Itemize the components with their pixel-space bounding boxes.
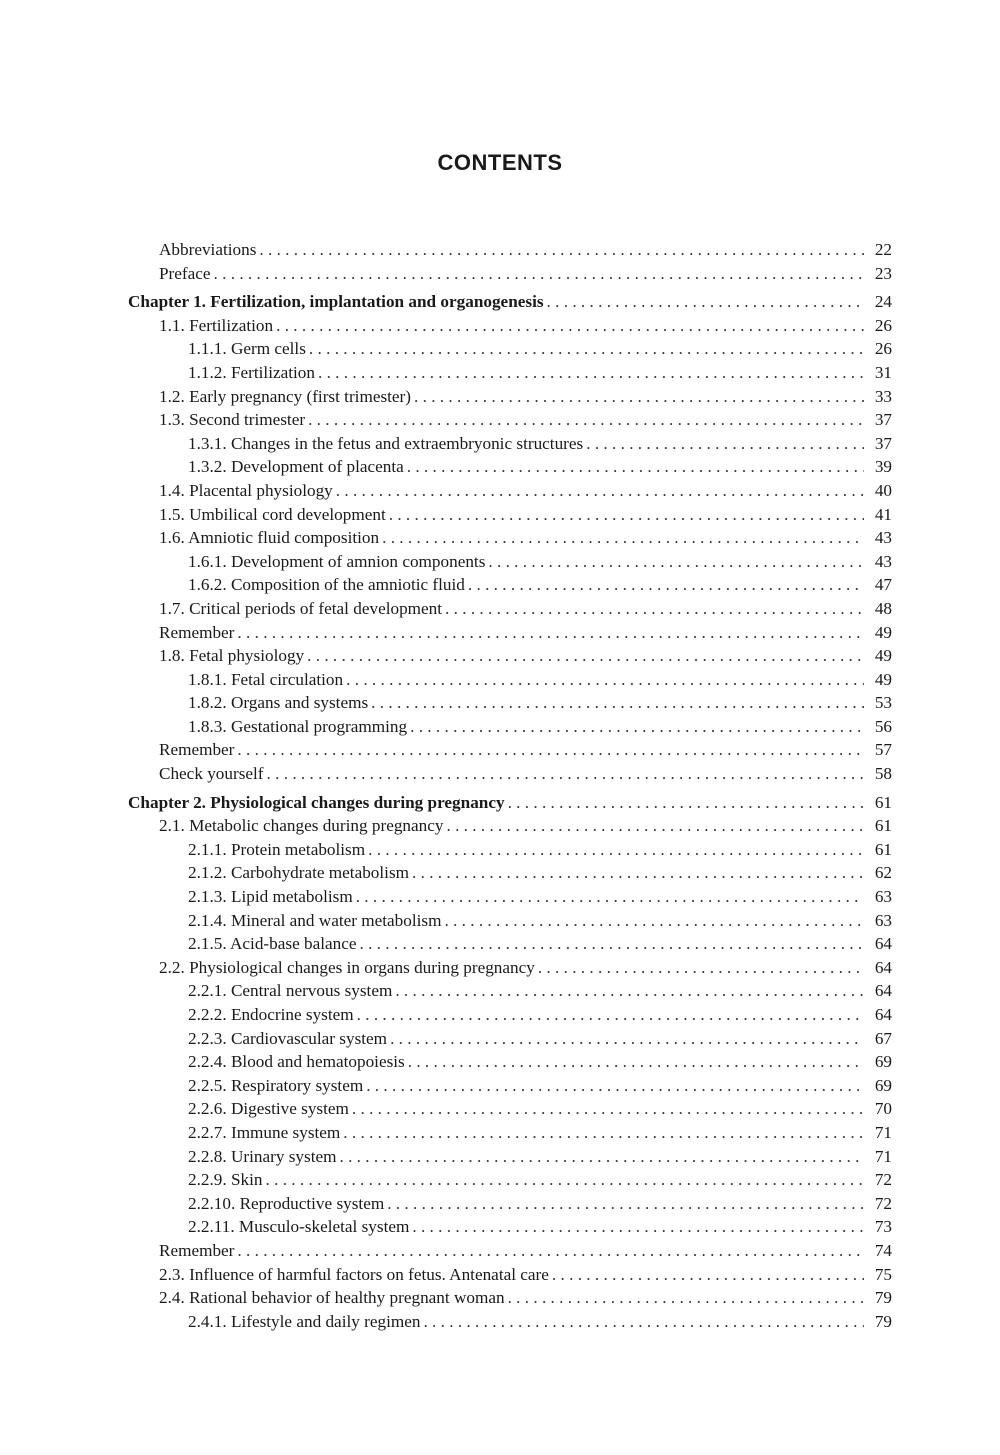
toc-entry-label: 2.1.3. Lipid metabolism	[188, 885, 356, 909]
toc-entry[interactable]	[128, 526, 892, 550]
toc-page-number: 63	[874, 910, 892, 930]
toc-entry-label: Chapter 2. Physiological changes during pregnancy	[128, 791, 508, 815]
toc-page-number: 48	[874, 598, 892, 618]
toc-page-number: 61	[874, 839, 892, 859]
toc-dot-leader	[357, 1003, 864, 1027]
toc-entry-label: 1.6.2. Composition of the amniotic fluid	[188, 573, 468, 597]
toc-page-number: 69	[874, 1075, 892, 1095]
toc-entry[interactable]	[128, 238, 892, 262]
toc-dot-leader	[586, 432, 864, 456]
toc-dot-leader	[214, 262, 864, 286]
toc-entry-label: 2.2.7. Immune system	[188, 1121, 343, 1145]
toc-dot-leader	[390, 1027, 864, 1051]
toc-entry[interactable]	[128, 738, 892, 762]
toc-dot-leader	[395, 979, 864, 1003]
toc-entry-label: 2.1.5. Acid-base balance	[188, 932, 359, 956]
toc-page-number: 74	[874, 1240, 892, 1260]
toc-entry[interactable]	[128, 932, 892, 956]
toc-entry[interactable]	[128, 1168, 892, 1192]
toc-entry[interactable]	[128, 597, 892, 621]
toc-dot-leader	[412, 861, 864, 885]
toc-entry[interactable]	[128, 1215, 892, 1239]
toc-page-number: 24	[874, 292, 892, 312]
toc-page-number: 72	[874, 1170, 892, 1190]
toc-entry[interactable]	[128, 503, 892, 527]
toc-page-number: 26	[874, 339, 892, 359]
toc-page-number: 40	[874, 480, 892, 500]
toc-entry[interactable]	[128, 1074, 892, 1098]
toc-entry[interactable]	[128, 1192, 892, 1216]
toc-dot-leader	[412, 1215, 864, 1239]
toc-page-number: 72	[874, 1193, 892, 1213]
toc-page-number: 22	[874, 240, 892, 259]
toc-entry-label: Preface	[159, 262, 214, 286]
toc-entry-label: 1.5. Umbilical cord development	[159, 503, 389, 527]
toc-dot-leader	[444, 909, 864, 933]
toc-entry-label: 2.1. Metabolic changes during pregnancy	[159, 814, 446, 838]
toc-page-number: 26	[874, 315, 892, 335]
toc-entry-label: Remember	[159, 621, 237, 645]
toc-dot-leader	[343, 1121, 864, 1145]
toc-page-number: 64	[874, 934, 892, 954]
toc-page-number: 49	[874, 646, 892, 666]
toc-dot-leader	[352, 1097, 864, 1121]
toc-page-number: 23	[874, 263, 892, 283]
toc-dot-leader	[237, 621, 864, 645]
toc-dot-leader	[336, 479, 864, 503]
toc-dot-leader	[237, 738, 864, 762]
toc-dot-leader	[359, 932, 864, 956]
toc-entry[interactable]	[128, 621, 892, 645]
toc-entry-label: 2.2.4. Blood and hematopoiesis	[188, 1050, 408, 1074]
toc-page-number: 56	[874, 716, 892, 736]
toc-page-number: 64	[874, 981, 892, 1001]
toc-chapter-entry[interactable]	[128, 791, 892, 815]
toc-entry-label: 1.2. Early pregnancy (first trimester)	[159, 385, 414, 409]
toc-entry[interactable]	[128, 1145, 892, 1169]
toc-entry[interactable]	[128, 573, 892, 597]
toc-entry-label: 2.1.4. Mineral and water metabolism	[188, 909, 444, 933]
toc-entry-label: 2.2. Physiological changes in organs during pregnancy	[159, 956, 538, 980]
toc-entry-label: 2.2.8. Urinary system	[188, 1145, 339, 1169]
toc-dot-leader	[266, 1168, 865, 1192]
toc-entry[interactable]	[128, 861, 892, 885]
toc-page-number: 61	[874, 816, 892, 836]
toc-dot-leader	[371, 691, 864, 715]
toc-dot-leader	[382, 526, 864, 550]
toc-dot-leader	[389, 503, 864, 527]
toc-entry-label: 2.2.11. Musculo-skeletal system	[188, 1215, 412, 1239]
toc-page-number: 75	[874, 1264, 892, 1284]
toc-entry[interactable]	[128, 314, 892, 338]
toc-page-number: 71	[874, 1146, 892, 1166]
toc-chapter-entry[interactable]	[128, 290, 892, 314]
toc-entry-label: 1.8.1. Fetal circulation	[188, 668, 346, 692]
toc-entry-label: 1.3. Second trimester	[159, 408, 308, 432]
toc-page-number: 71	[874, 1122, 892, 1142]
toc-page-number: 70	[874, 1099, 892, 1119]
toc-entry-label: Remember	[159, 1239, 237, 1263]
toc-entry-label: 2.1.1. Protein metabolism	[188, 838, 368, 862]
toc-dot-leader	[339, 1145, 864, 1169]
toc-dot-leader	[366, 1074, 864, 1098]
toc-dot-leader	[445, 597, 864, 621]
toc-page-number: 58	[874, 764, 892, 784]
toc-page-number: 57	[874, 740, 892, 760]
toc-entry[interactable]	[128, 337, 892, 361]
toc-entry[interactable]	[128, 385, 892, 409]
toc-page-number: 61	[874, 792, 892, 812]
toc-entry[interactable]	[128, 455, 892, 479]
toc-page-number: 43	[874, 528, 892, 548]
toc-entry-label: 1.1.1. Germ cells	[188, 337, 309, 361]
toc-entry[interactable]	[128, 644, 892, 668]
toc-entry-label: Remember	[159, 738, 237, 762]
toc-dot-leader	[368, 838, 864, 862]
toc-entry[interactable]	[128, 1027, 892, 1051]
toc-entry-label: Chapter 1. Fertilization, implantation and organogenesis	[128, 290, 547, 314]
toc-dot-leader	[237, 1239, 864, 1263]
toc-entry[interactable]	[128, 715, 892, 739]
toc-dot-leader	[552, 1263, 864, 1287]
toc-dot-leader	[508, 791, 864, 815]
toc-page-number: 49	[874, 622, 892, 642]
toc-dot-leader	[547, 290, 864, 314]
toc-entry-label: Check yourself	[159, 762, 267, 786]
toc-entry-label: 1.3.2. Development of placenta	[188, 455, 407, 479]
toc-dot-leader	[309, 337, 864, 361]
toc-page-number: 67	[874, 1028, 892, 1048]
toc-entry-label: 1.8. Fetal physiology	[159, 644, 307, 668]
toc-entry-label: 1.3.1. Changes in the fetus and extraembryonic structures	[188, 432, 586, 456]
toc-entry[interactable]	[128, 1097, 892, 1121]
toc-entry[interactable]	[128, 691, 892, 715]
toc-entry[interactable]	[128, 956, 892, 980]
toc-entry-label: 1.8.2. Organs and systems	[188, 691, 371, 715]
toc-entry[interactable]	[128, 1121, 892, 1145]
toc-entry[interactable]	[128, 668, 892, 692]
toc-dot-leader	[259, 238, 864, 262]
toc-dot-leader	[408, 1050, 864, 1074]
toc-entry[interactable]	[128, 979, 892, 1003]
toc-page-number: 79	[874, 1311, 892, 1331]
toc-entry[interactable]	[128, 408, 892, 432]
toc-entry-label: 2.2.10. Reproductive system	[188, 1192, 387, 1216]
toc-entry-label: 2.4.1. Lifestyle and daily regimen	[188, 1310, 423, 1334]
toc-page-number: 49	[874, 669, 892, 689]
toc-entry[interactable]	[128, 1263, 892, 1287]
toc-page-number: 37	[874, 433, 892, 453]
toc-entry[interactable]	[128, 432, 892, 456]
toc-entry[interactable]	[128, 1239, 892, 1263]
toc-dot-leader	[508, 1286, 864, 1310]
toc-entry-label: 1.4. Placental physiology	[159, 479, 336, 503]
toc-dot-leader	[423, 1310, 864, 1334]
toc-entry-label: 2.2.1. Central nervous system	[188, 979, 395, 1003]
toc-entry-label: 1.8.3. Gestational programming	[188, 715, 410, 739]
toc-page-number: 79	[874, 1288, 892, 1308]
toc-dot-leader	[468, 573, 864, 597]
toc-entry-label: 2.2.6. Digestive system	[188, 1097, 352, 1121]
toc-dot-leader	[407, 455, 864, 479]
toc-entry-label: 2.2.9. Skin	[188, 1168, 266, 1192]
toc-page-number: 64	[874, 1005, 892, 1024]
toc-page-number: 41	[874, 504, 892, 524]
toc-dot-leader	[356, 885, 864, 909]
toc-page-number: 63	[874, 887, 892, 907]
toc-page-number: 33	[874, 386, 892, 406]
toc-page-number: 64	[874, 957, 892, 977]
toc-page-number: 73	[874, 1217, 892, 1237]
toc-entry-label: 2.2.3. Cardiovascular system	[188, 1027, 390, 1051]
toc-page-number: 53	[874, 693, 892, 713]
toc-entry[interactable]	[128, 885, 892, 909]
toc-entry-label: 1.6.1. Development of amnion components	[188, 550, 488, 574]
toc-dot-leader	[318, 361, 864, 385]
toc-entry[interactable]	[128, 479, 892, 503]
toc-entry-label: 2.3. Influence of harmful factors on fetus. Antenatal care	[159, 1263, 552, 1287]
toc-entry[interactable]	[128, 262, 892, 286]
table-of-contents	[128, 238, 892, 1333]
toc-dot-leader	[276, 314, 864, 338]
toc-dot-leader	[446, 814, 864, 838]
toc-dot-leader	[538, 956, 864, 980]
toc-entry-label: 2.1.2. Carbohydrate metabolism	[188, 861, 412, 885]
toc-page-number: 37	[874, 410, 892, 430]
toc-entry-label: 2.2.5. Respiratory system	[188, 1074, 366, 1098]
toc-entry-label: 2.4. Rational behavior of healthy pregnant woman	[159, 1286, 508, 1310]
toc-dot-leader	[387, 1192, 864, 1216]
toc-entry-label: 1.1.2. Fertilization	[188, 361, 318, 385]
toc-entry[interactable]	[128, 550, 892, 574]
toc-page-number: 69	[874, 1052, 892, 1072]
toc-page-number: 31	[874, 362, 892, 382]
toc-entry[interactable]	[128, 838, 892, 862]
toc-dot-leader	[346, 668, 864, 692]
toc-entry-label: 1.7. Critical periods of fetal development	[159, 597, 445, 621]
toc-entry-label: 1.6. Amniotic fluid composition	[159, 526, 382, 550]
toc-dot-leader	[307, 644, 864, 668]
toc-entry-label: 2.2.2. Endocrine system	[188, 1003, 357, 1027]
toc-page-number: 47	[874, 575, 892, 595]
toc-entry[interactable]	[128, 361, 892, 385]
toc-dot-leader	[410, 715, 864, 739]
page-title: CONTENTS	[437, 150, 563, 175]
toc-dot-leader	[308, 408, 864, 432]
toc-page-number: 43	[874, 551, 892, 571]
toc-entry[interactable]	[128, 1003, 892, 1027]
toc-entry[interactable]	[128, 1286, 892, 1310]
toc-entry[interactable]	[128, 762, 892, 786]
toc-entry[interactable]	[128, 814, 892, 838]
toc-entry[interactable]	[128, 909, 892, 933]
toc-dot-leader	[414, 385, 864, 409]
toc-entry-label: 1.1. Fertilization	[159, 314, 276, 338]
toc-entry-label: Abbreviations	[159, 238, 259, 262]
toc-entry[interactable]	[128, 1050, 892, 1074]
toc-dot-leader	[488, 550, 864, 574]
toc-page-number: 62	[874, 863, 892, 883]
toc-dot-leader	[267, 762, 864, 786]
toc-page-number: 39	[874, 457, 892, 477]
toc-entry[interactable]	[128, 1310, 892, 1334]
